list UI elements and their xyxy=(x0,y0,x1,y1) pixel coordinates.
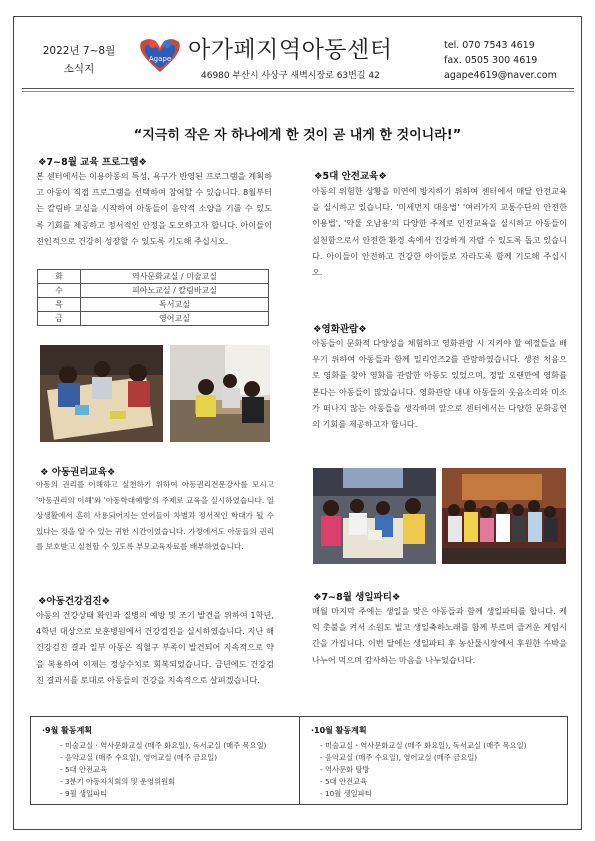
table-row xyxy=(38,270,269,284)
list-item: - 미술교실ㆍ역사문화교실 (매주 화요일), 독서교실 (매주 목요일) xyxy=(320,741,527,750)
org-name: 아가페지역아동센터 xyxy=(188,37,393,63)
health-body: 아동의 건강상태 확인과 질병의 예방 및 조기 발견을 위하여 1학년, 4학년 대상으로 보훈병원에서 건강검진을 실시하였습니다. 지난 해 건강검진 결과 일부 아동은 직혈구 부족이 발견되어 지속적으로 약을 복용하여 이제는 정상수치로 회복되었습니다. 금년에도 건강검진 결과서를 토대로 아동들의 건강을 지속적으로 살펴겠습니다. xyxy=(36,610,274,685)
table-row xyxy=(38,298,269,312)
program-body: 본 센터에서는 이용아동의 특성, 욕구가 반영된 프로그램을 계획하고 아동이 직접 프로그램을 선택하여 참여할 수 있습니다. 8월부터는 칼림바 교실을 시작하여 아동들이 음악적 소양을 기를 수 있도록 기회를 제공하고 정서적인 안정을 도모하고자 합니다. 아이들이 전인적으로 건강히 성장할 수 있도록 기도해 주십시오. xyxy=(36,171,272,246)
birthday-title: ❖7~8월 생일파티❖ xyxy=(313,592,401,603)
list-item: - 5대 안전교육 xyxy=(60,765,108,774)
program-title: ❖7~8월 교육 프로그램❖ xyxy=(38,157,148,168)
day-cell: 수 xyxy=(38,284,81,298)
contact-info xyxy=(444,38,557,83)
list-item: - 음악교실 (매주 수요일), 영어교실 (매주 금요일) xyxy=(320,753,478,762)
list-item: - 역사문화 탐방 xyxy=(320,765,370,774)
class-cell: 피아노교실 / 칼림바교실 xyxy=(81,284,269,298)
issue-info xyxy=(38,42,120,78)
issue-subtitle: 소식지 xyxy=(63,63,95,75)
list-item: - 10월 생일파티 xyxy=(320,789,372,798)
safety-body: 아동의 위험한 상황을 미연에 방지하기 위하여 센터에서 매달 안전교육을 실시하고 있습니다. '미세먼지 대응법' '여러가지 교통수단의 안전한 이용법', '약물 오남용'의 다양한 주제로 인전교육을 실시하고 아동들이 실천함으로서 안전한 환경 속에서 건강하게 자랄 수 있도록 돕고 있습니다. 아이들이 안전하고 건강한 아이들로 자라도록 함께 기도해 주십시오. xyxy=(312,186,567,278)
list-item: - 음악교실 (매주 수요일), 영어교실 (매주 금요일) xyxy=(60,753,218,762)
birthday-body: 매월 마지막 주에는 생일을 맞은 아동들과 함께 생일파티를 합니다. 케익 촛불을 켜서 소원도 빌고 생일축하노래를 함께 부르며 즐거운 게임시간을 가집니다. 이번 달에는 생일파티 후 농산물시장에서 후원한 수박을 나누어 먹으며 감사하는 마음을 나누었습니다. xyxy=(312,606,567,665)
fax: fax. 0505 300 4619 xyxy=(444,55,538,66)
email: agape4619@naver.com xyxy=(444,70,557,81)
class-cell: 독서교실 xyxy=(81,298,269,312)
rights-title: ❖ 아동권리교육❖ xyxy=(40,467,116,478)
photo-movie-group xyxy=(442,468,566,564)
day-cell: 금 xyxy=(38,312,81,326)
list-item: - 5대 안전교육 xyxy=(320,777,368,786)
safety-title: ❖5대 안전교육❖ xyxy=(314,171,387,182)
table-row xyxy=(38,312,269,326)
list-item: - 9월 생일파티 xyxy=(60,789,108,798)
day-cell: 목 xyxy=(38,298,81,312)
bible-quote: “지극히 작은 자 하나에게 한 것이 곧 내게 한 것이니라!” xyxy=(133,128,462,143)
september-plan-title: ·9월 활동계획 xyxy=(42,726,93,735)
rights-body: 아동의 권리를 이해하고 실천하기 위하여 아동권리전문강사를 모시고 '아동권리의 이해'와 '아동학대예방'의 주제로 교육을 실시하였습니다. 일상생활에서 흔히 사용되어지는 언어들이 차별과 정서적인 학대가 될 수 있다는 것을 알 수 있는 귀한 시간이었습니다. 가정에서도 아동들의 권리를 보호받고 실천할 수 있도록 부모교육자료를 배부하였습니다. xyxy=(36,480,274,551)
header-divider-2 xyxy=(22,91,574,92)
logo-text: Agape xyxy=(148,55,172,63)
issue-date: 2022년 7~8월 xyxy=(42,45,116,57)
movie-body: 아동들이 문화적 다양성을 체험하고 영화관람 시 지켜야 할 예절들을 배우기 위하여 아동들과 함께 밀리언즈2를 관람하였습니다. 생전 처음으로 영화를 찾아 영화를 관람한 아동도 있었으며, 정말 오랜만에 영화를 본다는 아동들이 많았습니다. 영화관람 내내 아동들의 웃음소리와 미소가 떠나지 않는 아동들을 생각하며 앞으로 센터에서는 다양한 문화공연의 기회를 제공하고자 합니다. xyxy=(312,338,567,430)
photo-reading-class xyxy=(170,345,270,442)
class-cell: 영어교실 xyxy=(81,312,269,326)
movie-title: ❖영화관람❖ xyxy=(313,324,367,335)
table-row xyxy=(38,284,269,298)
header-divider xyxy=(22,88,574,89)
tel: tel. 070 7543 4619 xyxy=(444,40,535,51)
october-plan-title: ·10월 활동계획 xyxy=(311,726,367,735)
health-title: ❖아동건강검진❖ xyxy=(38,596,111,607)
class-cell: 역사문화교실 / 미술교실 xyxy=(81,270,269,284)
list-item: - 3분기 아동자치회의 및 운영위원회 xyxy=(60,777,176,786)
address: 46980 부산시 사상구 새벽시장로 63번길 42 xyxy=(201,71,380,81)
photo-art-class xyxy=(40,345,163,442)
center-logo xyxy=(137,36,183,80)
schedule-table xyxy=(37,269,269,326)
photo-birthday-party xyxy=(313,468,436,564)
list-item: - 미술교실ㆍ역사문화교실 (매주 화요일), 독서교실 (매주 목요일) xyxy=(60,741,267,750)
plans-divider xyxy=(299,716,300,805)
day-cell: 화 xyxy=(38,270,81,284)
